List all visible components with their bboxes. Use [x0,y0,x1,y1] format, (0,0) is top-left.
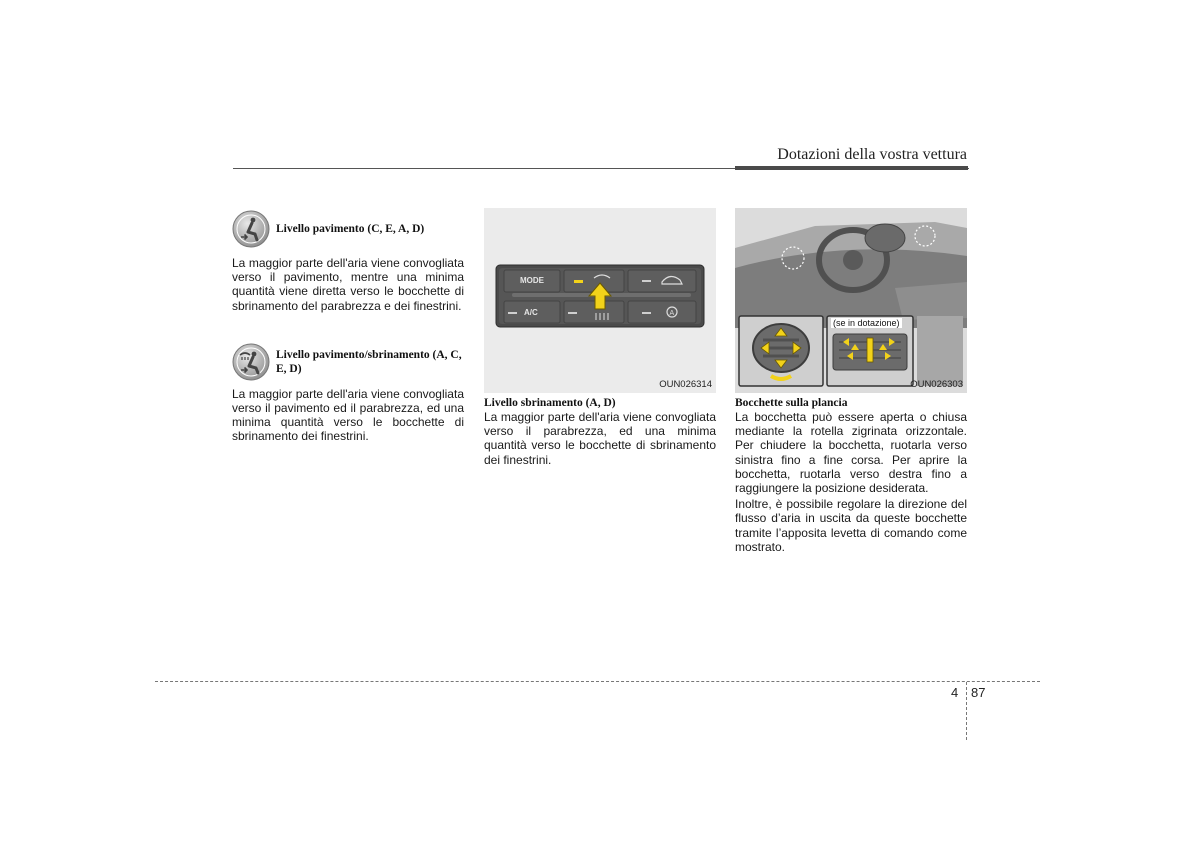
floor-defrost-mode-text: La maggior parte dell'aria viene convogliata verso il pavimento ed il parabrezza, ed una minima quantità verso le bocchette di sbrinamento dei finestrini. [232,386,464,444]
dashboard-illustration [735,208,967,393]
footer-vertical-divider [966,682,967,740]
climate-panel-illustration [484,208,716,393]
page-number: 87 [971,685,986,700]
ac-button-label: A/C [524,308,538,317]
chapter-number: 4 [951,685,959,700]
footer-divider [155,681,1040,682]
floor-mode-text: La maggior parte dell'aria viene convogliata verso il pavimento, mentre una minima quantità viene diretta verso le bocchette di sbrinamento del parabrezza e dei finestrini. [232,256,464,313]
floor-mode-heading [232,210,464,248]
dashboard-vents-text-1: La bocchetta può essere aperta o chiusa mediante la rotella zigrinata orizzontale. Per chiudere la bocchetta, ruotarla verso sinistra fino a fine corsa. Per aprire la bocchetta, ruotarla verso destra fino a raggiungere la posizione desiderata. [735,410,967,496]
column-right [735,208,967,554]
figure-code-dashboard: OUN026303 [910,379,963,390]
dashboard-vents-title: Bocchette sulla plancia [735,397,848,409]
defrost-mode-text: La maggior parte dell'aria viene convogliata verso il parabrezza, ed una minima quantità verso le bocchette di sbrinamento dei finestrini. [484,410,716,467]
mode-button-label: MODE [520,276,544,285]
floor-mode-icon [232,210,270,248]
column-left [232,208,464,444]
floor-mode-title: Livello pavimento (C, E, A, D) [276,223,425,235]
optional-equipment-tag: (se in dotazione) [833,318,900,328]
dashboard-vents-figure [735,208,967,393]
floor-defrost-mode-heading [232,343,464,381]
header-accent-bar [735,166,968,170]
dashboard-vents-text-2: Inoltre, è possibile regolare la direzione del flusso d’aria in uscita da queste bocchette tramite l’apposita levetta di comando come mostrato. [735,497,967,554]
svg-text:A: A [669,310,675,317]
defrost-mode-title: Livello sbrinamento (A, D) [484,397,616,409]
figure-code-panel: OUN026314 [659,379,712,390]
floor-defrost-mode-icon [232,343,270,381]
floor-defrost-mode-title: Livello pavimento/sbrinamento (A, C, E, D) [276,348,462,375]
climate-panel-figure [484,208,716,393]
page-header-title: Dotazioni della vostra vettura [777,146,967,163]
column-middle [484,208,716,467]
